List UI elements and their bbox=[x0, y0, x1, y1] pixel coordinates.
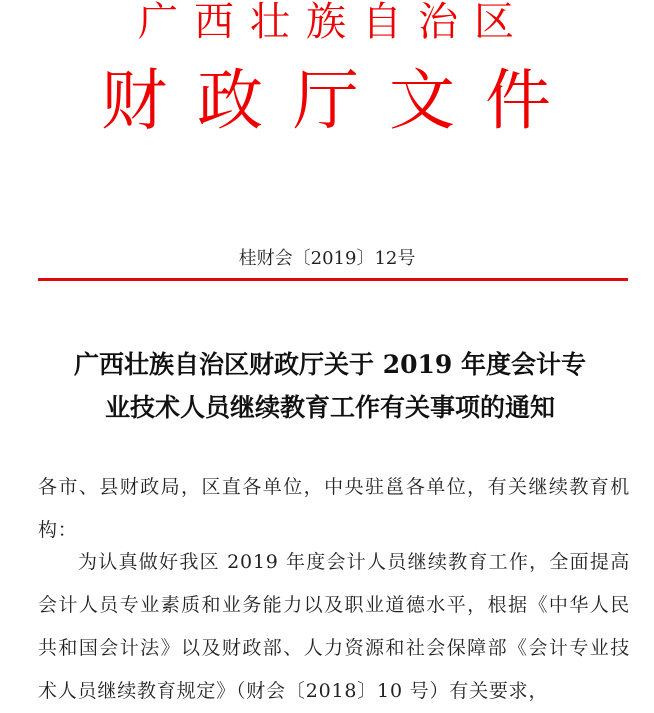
title-line-2: 业技术人员继续教育工作有关事项的通知 bbox=[104, 393, 555, 422]
body-paragraph: 为认真做好我区 2019 年度会计人员继续教育工作，全面提高会计人员专业素质和业务能力以及职业道德水平，根据《中华人民共和国会计法》以及财政部、人力资源和社会保障部《会计专业技术人员继续教育规定》（财会〔2018〕10 号）有关要求， bbox=[38, 551, 630, 702]
document-title bbox=[30, 343, 630, 429]
title-line-1: 广西壮族自治区财政厅关于 2019 年度会计专 bbox=[74, 350, 586, 379]
issuer-department-heading: 财政厅文件 bbox=[101, 62, 581, 139]
red-separator-rule bbox=[38, 278, 628, 281]
issuer-region-heading: 广西壮族自治区 bbox=[138, 0, 530, 45]
document-number: 桂财会〔2019〕12号 bbox=[238, 248, 416, 269]
addressee: 各市、县财政局，区直各单位，中央驻邕各单位，有关继续教育机构： bbox=[38, 476, 630, 541]
